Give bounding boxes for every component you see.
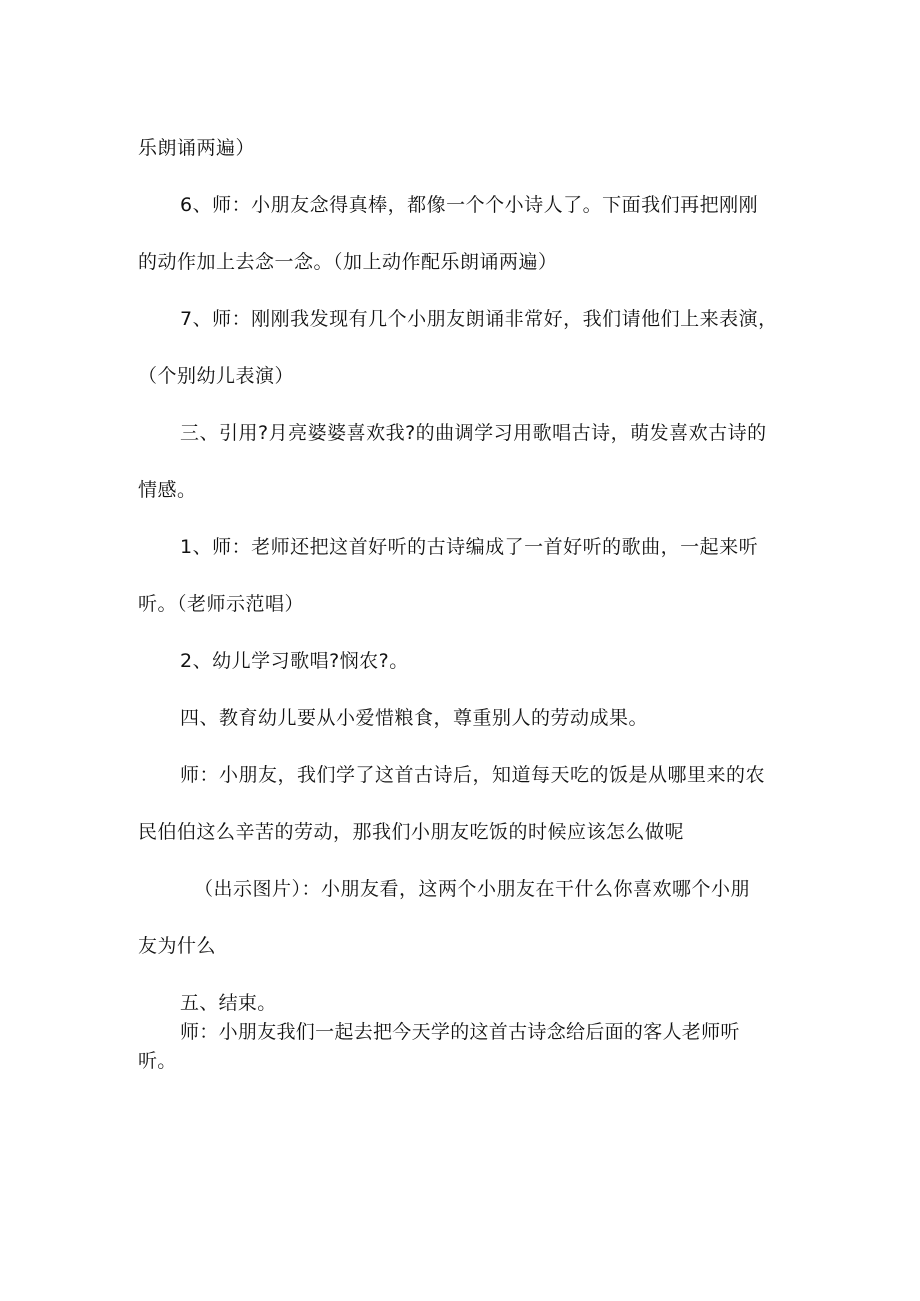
text-line: 师：小朋友我们一起去把今天学的这首古诗念给后面的客人老师听 [180,1021,740,1043]
text-line: 2、幼儿学习歌唱?悯农?。 [180,650,409,672]
text-line: （个别幼儿表演） [138,365,295,387]
text-line: 听。 [138,1050,177,1072]
text-line: 6、师：小朋友念得真棒，都像一个个小诗人了。下面我们再把刚刚 [180,194,759,216]
text-line: 7、师：刚刚我发现有几个小朋友朗诵非常好，我们请他们上来表演， [180,308,778,330]
text-line: 五、结束。 [180,992,277,1014]
text-line: （出示图片）：小朋友看，这两个小朋友在干什么你喜欢哪个小朋 [194,878,751,900]
text-line: 的动作加上去念一念。（加上动作配乐朗诵两遍） [138,251,558,273]
text-line: 三、引用?月亮婆婆喜欢我?的曲调学习用歌唱古诗，萌发喜欢古诗的 [180,422,767,444]
text-line: 民伯伯这么辛苦的劳动，那我们小朋友吃饭的时候应该怎么做呢 [138,821,685,843]
text-line: 情感。 [138,479,197,501]
text-line: 1、师：老师还把这首好听的古诗编成了一首好听的歌曲，一起来听 [180,536,759,558]
text-line: 师：小朋友，我们学了这首古诗后，知道每天吃的饭是从哪里来的农 [180,764,766,786]
text-line: 听。（老师示范唱） [138,593,305,615]
text-line: 乐朗诵两遍） [138,137,256,159]
text-line: 四、教育幼儿要从小爱惜粮食，尊重别人的劳动成果。 [180,707,649,729]
text-line: 友为什么 [138,935,217,957]
